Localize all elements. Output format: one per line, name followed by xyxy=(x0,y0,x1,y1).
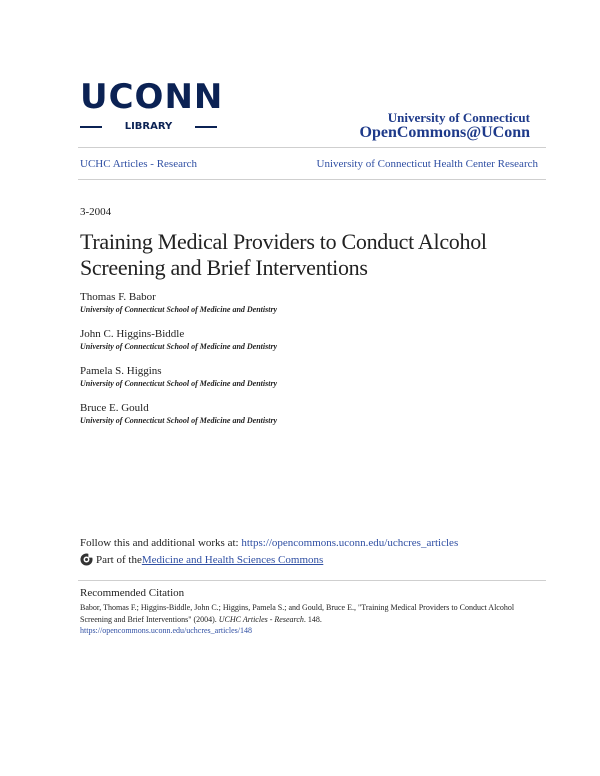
commons-network-icon xyxy=(80,553,93,566)
breadcrumb-community-link[interactable]: University of Connecticut Health Center Research xyxy=(316,158,538,170)
breadcrumb-collection-link[interactable]: UCHC Articles - Research xyxy=(80,158,197,170)
uconn-logo-library: LIBRARY xyxy=(124,121,173,132)
citation-url-link[interactable]: https://opencommons.uconn.edu/uchcres_articles/148 xyxy=(80,626,252,635)
citation-divider xyxy=(78,580,546,581)
author-affiliation: University of Connecticut School of Medicine and Dentistry xyxy=(80,305,278,314)
citation-series: UCHC Articles - Research xyxy=(218,615,304,624)
author-name: Thomas F. Babor xyxy=(80,291,156,303)
citation-main: Babor, Thomas F.; Higgins-Biddle, John C.; Higgins, Pamela S.; and Gould, Bruce E., "Training Medical Providers to Conduct Alcohol Screening and Brief Interventions" (2004). xyxy=(80,603,515,624)
header-divider-bottom xyxy=(78,179,546,180)
repository-name[interactable]: OpenCommons@UConn xyxy=(359,124,530,141)
uconn-logo-wordmark: UCONN xyxy=(80,77,224,117)
part-of-prefix: Part of the xyxy=(96,553,142,566)
author-affiliation: University of Connecticut School of Medicine and Dentistry xyxy=(80,342,278,351)
logo-rule-right xyxy=(195,126,217,128)
commons-discipline-link[interactable]: Medicine and Health Sciences Commons xyxy=(141,553,324,566)
author-name: John C. Higgins-Biddle xyxy=(80,328,185,340)
publication-date: 3-2004 xyxy=(80,206,112,218)
document-title: Training Medical Providers to Conduct Alcohol Screening and Brief Interventions xyxy=(80,229,487,280)
author-affiliation: University of Connecticut School of Medicine and Dentistry xyxy=(80,379,278,388)
logo-rule-left xyxy=(80,126,102,128)
author-name: Bruce E. Gould xyxy=(80,402,149,414)
author-name: Pamela S. Higgins xyxy=(80,365,162,377)
follow-line xyxy=(80,537,458,549)
repository-institution: University of Connecticut xyxy=(387,110,530,125)
part-of-line xyxy=(80,553,323,566)
collection-url-link[interactable]: https://opencommons.uconn.edu/uchcres_articles xyxy=(241,537,459,549)
author-affiliation: University of Connecticut School of Medicine and Dentistry xyxy=(80,416,278,425)
recommended-citation-heading: Recommended Citation xyxy=(80,587,185,599)
citation-end: . 148. xyxy=(303,615,322,624)
citation-text xyxy=(80,602,540,626)
header-divider-top xyxy=(78,147,546,148)
follow-prefix: Follow this and additional works at: xyxy=(80,537,242,549)
